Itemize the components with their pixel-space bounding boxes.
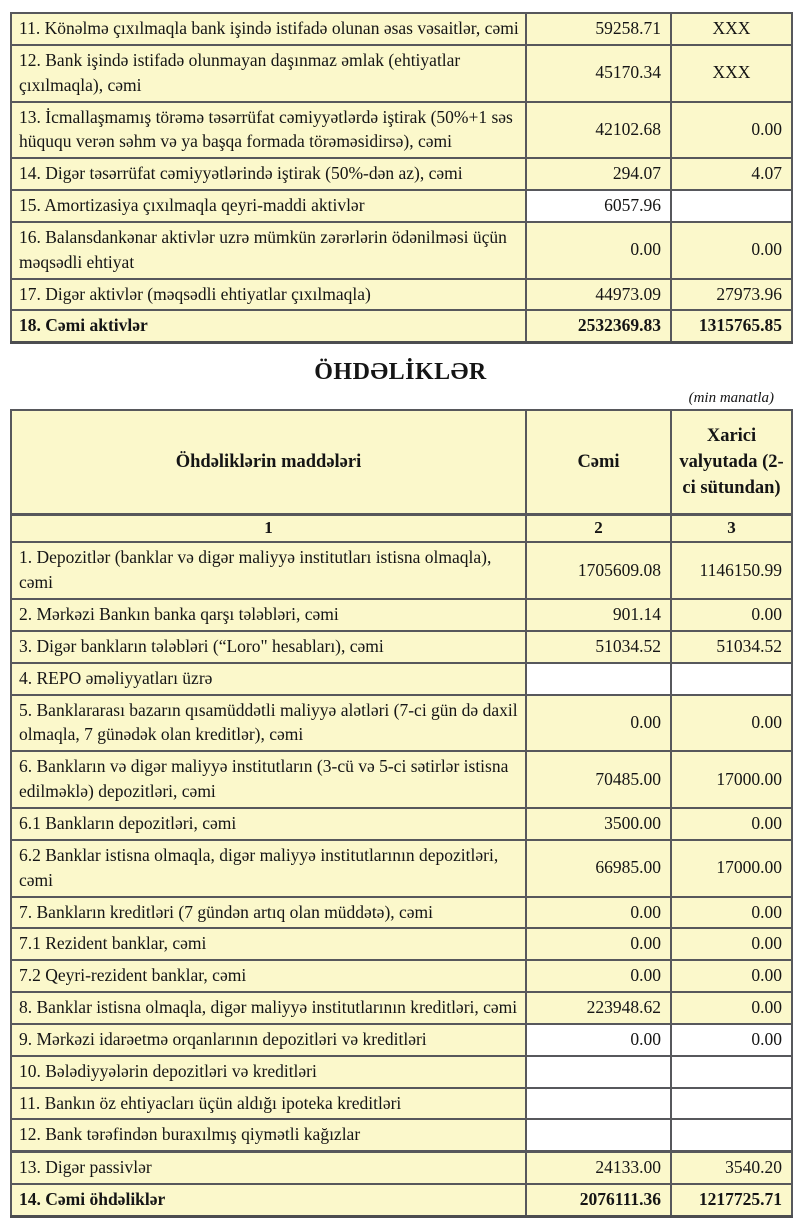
table-row: [11, 1088, 792, 1120]
row-label: 7.1 Rezident banklar, cəmi: [11, 928, 526, 960]
foreign-currency-value: 51034.52: [671, 631, 792, 663]
table-row: [11, 1184, 792, 1216]
total-value: [526, 1119, 671, 1151]
foreign-currency-value: 17000.00: [671, 751, 792, 808]
row-label: 17. Digər aktivlər (məqsədli ehtiyatlar çıxılmaqla): [11, 279, 526, 311]
row-label: 7.2 Qeyri-rezident banklar, cəmi: [11, 960, 526, 992]
table-row: [11, 45, 792, 102]
foreign-currency-value: [671, 1119, 792, 1151]
total-value: 45170.34: [526, 45, 671, 102]
column-index-3: 3: [671, 515, 792, 543]
foreign-currency-value: 0.00: [671, 599, 792, 631]
table-row: [11, 840, 792, 897]
assets-table-body: [11, 13, 792, 343]
table-row: [11, 992, 792, 1024]
row-label: 3. Digər bankların tələbləri (“Loro" hesabları), cəmi: [11, 631, 526, 663]
total-value: 70485.00: [526, 751, 671, 808]
table-row: [11, 1024, 792, 1056]
foreign-currency-value: 1217725.71: [671, 1184, 792, 1216]
foreign-currency-value: [671, 190, 792, 222]
column-index-2: 2: [526, 515, 671, 543]
table-row: [11, 222, 792, 279]
table-row: [11, 1056, 792, 1088]
row-label: 6.1 Bankların depozitləri, cəmi: [11, 808, 526, 840]
foreign-currency-value: XXX: [671, 13, 792, 45]
table-row: [11, 1152, 792, 1184]
foreign-currency-value: 0.00: [671, 102, 792, 159]
foreign-currency-value: 0.00: [671, 222, 792, 279]
total-value: 42102.68: [526, 102, 671, 159]
foreign-currency-value: [671, 1088, 792, 1120]
assets-table-continued: [10, 12, 793, 344]
total-value: 0.00: [526, 695, 671, 752]
table-row: [11, 1119, 792, 1151]
row-label: 4. REPO əməliyyatları üzrə: [11, 663, 526, 695]
foreign-currency-value: 27973.96: [671, 279, 792, 311]
total-value: 59258.71: [526, 13, 671, 45]
row-label: 11. Könəlmə çıxılmaqla bank işində istifadə olunan əsas vəsaitlər, cəmi: [11, 13, 526, 45]
foreign-currency-value: 17000.00: [671, 840, 792, 897]
foreign-currency-value: 3540.20: [671, 1152, 792, 1184]
foreign-currency-value: [671, 663, 792, 695]
total-value: 0.00: [526, 897, 671, 929]
table-row: [11, 13, 792, 45]
total-value: 66985.00: [526, 840, 671, 897]
total-value: [526, 1088, 671, 1120]
row-label: 6.2 Banklar istisna olmaqla, digər maliyyə institutlarının depozitləri, cəmi: [11, 840, 526, 897]
row-label: 12. Bank tərəfindən buraxılmış qiymətli kağızlar: [11, 1119, 526, 1151]
table-row: [11, 695, 792, 752]
column-index-1: 1: [11, 515, 526, 543]
foreign-currency-value: XXX: [671, 45, 792, 102]
total-value: 24133.00: [526, 1152, 671, 1184]
total-value: 0.00: [526, 928, 671, 960]
row-label: 14. Cəmi öhdəliklər: [11, 1184, 526, 1216]
foreign-currency-value: 0.00: [671, 1024, 792, 1056]
section-title: ÖHDƏLİKLƏR: [314, 359, 487, 386]
total-value: 0.00: [526, 222, 671, 279]
foreign-currency-value: 0.00: [671, 928, 792, 960]
foreign-currency-value: [671, 1056, 792, 1088]
table-row: [11, 928, 792, 960]
total-value: 294.07: [526, 158, 671, 190]
row-label: 18. Cəmi aktivlər: [11, 310, 526, 342]
total-value: [526, 1056, 671, 1088]
row-label: 12. Bank işində istifadə olunmayan daşınmaz əmlak (ehtiyatlar çıxılmaqla), cəmi: [11, 45, 526, 102]
foreign-currency-value: 0.00: [671, 897, 792, 929]
foreign-currency-value: 0.00: [671, 960, 792, 992]
foreign-currency-value: 1315765.85: [671, 310, 792, 342]
table-row: [11, 158, 792, 190]
total-value: 44973.09: [526, 279, 671, 311]
table-row: [11, 808, 792, 840]
total-value: 223948.62: [526, 992, 671, 1024]
total-value: 901.14: [526, 599, 671, 631]
column-index-row: [11, 515, 792, 543]
table-row: [11, 542, 792, 599]
total-value: 1705609.08: [526, 542, 671, 599]
total-value: 2532369.83: [526, 310, 671, 342]
header-items-column: Öhdəliklərin maddələri: [11, 410, 526, 515]
table-row: [11, 279, 792, 311]
row-label: 14. Digər təsərrüfat cəmiyyətlərində iştirak (50%-dən az), cəmi: [11, 158, 526, 190]
header-foreign-currency-column: Xarici valyutada (2-ci sütundan): [671, 410, 792, 515]
row-label: 7. Bankların kreditləri (7 gündən artıq olan müddətə), cəmi: [11, 897, 526, 929]
foreign-currency-value: 4.07: [671, 158, 792, 190]
row-label: 5. Banklararası bazarın qısamüddətli maliyyə alətləri (7-ci gün də daxil olmaqla, 7 günədək olan kreditlər), cəmi: [11, 695, 526, 752]
table-row: [11, 190, 792, 222]
header-total-column: Cəmi: [526, 410, 671, 515]
table-row: [11, 960, 792, 992]
unit-note: (min manatla): [688, 390, 774, 407]
table-row: [11, 663, 792, 695]
row-label: 9. Mərkəzi idarəetmə orqanlarının depozitləri və kreditləri: [11, 1024, 526, 1056]
total-value: [526, 663, 671, 695]
total-value: 2076111.36: [526, 1184, 671, 1216]
table-row: [11, 897, 792, 929]
total-value: 3500.00: [526, 808, 671, 840]
liabilities-header-row: [11, 410, 792, 515]
total-value: 0.00: [526, 1024, 671, 1056]
table-row: [11, 599, 792, 631]
foreign-currency-value: 0.00: [671, 695, 792, 752]
row-label: 15. Amortizasiya çıxılmaqla qeyri-maddi aktivlər: [11, 190, 526, 222]
table-row: [11, 751, 792, 808]
table-row: [11, 102, 792, 159]
row-label: 13. İcmallaşmamış törəmə təsərrüfat cəmiyyətlərdə iştirak (50%+1 səs hüququ verən səhm və ya başqa formada törəməsidirsə), cəmi: [11, 102, 526, 159]
row-label: 10. Bələdiyyələrin depozitləri və kreditləri: [11, 1056, 526, 1088]
row-label: 2. Mərkəzi Bankın banka qarşı tələbləri, cəmi: [11, 599, 526, 631]
liabilities-table: [10, 409, 793, 1218]
foreign-currency-value: 0.00: [671, 992, 792, 1024]
liabilities-table-body: [11, 542, 792, 1216]
total-value: 51034.52: [526, 631, 671, 663]
row-label: 11. Bankın öz ehtiyacları üçün aldığı ipoteka kreditləri: [11, 1088, 526, 1120]
row-label: 1. Depozitlər (banklar və digər maliyyə institutları istisna olmaqla), cəmi: [11, 542, 526, 599]
row-label: 8. Banklar istisna olmaqla, digər maliyyə institutlarının kreditləri, cəmi: [11, 992, 526, 1024]
table-row: [11, 631, 792, 663]
total-value: 6057.96: [526, 190, 671, 222]
row-label: 16. Balansdankənar aktivlər uzrə mümkün zərərlərin ödənilməsi üçün məqsədli ehtiyat: [11, 222, 526, 279]
foreign-currency-value: 0.00: [671, 808, 792, 840]
row-label: 13. Digər passivlər: [11, 1152, 526, 1184]
row-label: 6. Bankların və digər maliyyə institutların (3-cü və 5-ci sətirlər istisna edilməklə) depozitləri, cəmi: [11, 751, 526, 808]
total-value: 0.00: [526, 960, 671, 992]
foreign-currency-value: 1146150.99: [671, 542, 792, 599]
table-row: [11, 310, 792, 342]
